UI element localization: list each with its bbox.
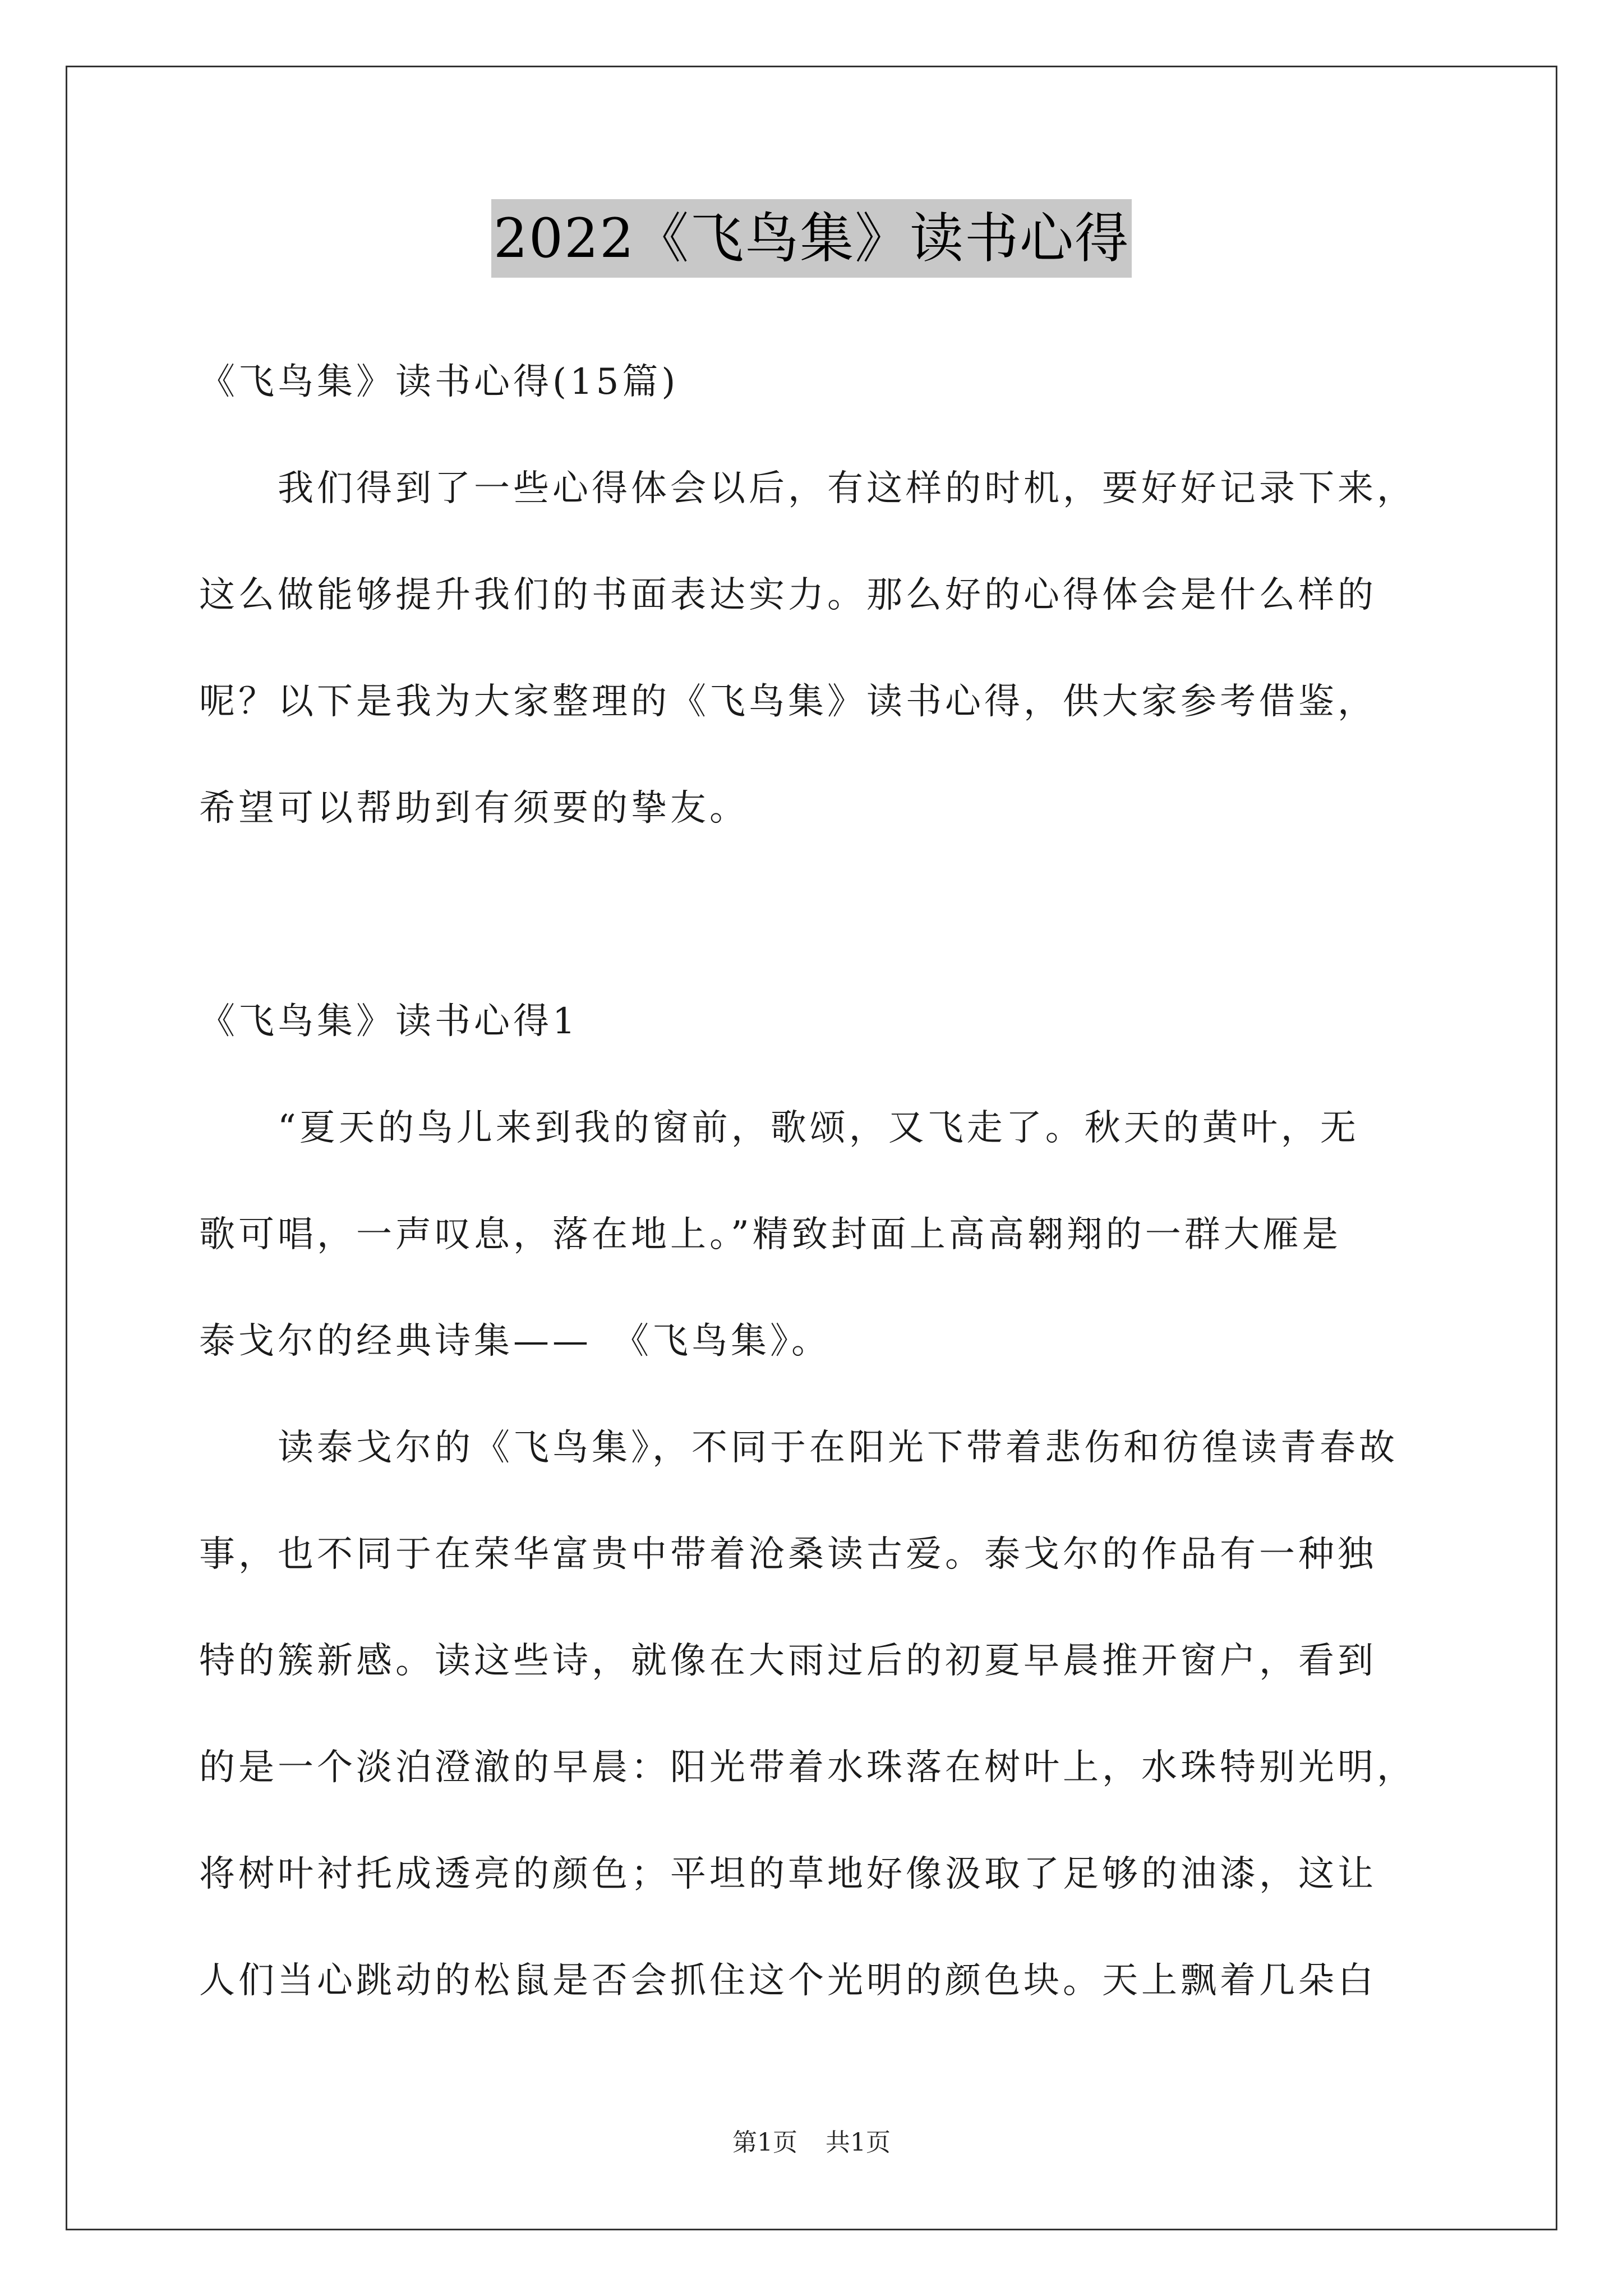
paragraph-line: 歌可唱，一声叹息，落在地上。”精致封面上高高翱翔的一群大雁是 — [199, 1214, 1341, 1255]
paragraph-line: 读泰戈尔的《飞鸟集》，不同于在阳光下带着悲伤和彷徨读青春故 — [199, 1427, 1398, 1469]
page-total: 共1页 — [826, 2128, 891, 2157]
paragraph-line: 人们当心跳动的松鼠是否会抓住这个光明的颜色块。天上飘着几朵白 — [199, 1960, 1377, 2001]
paragraph-line: 将树叶衬托成透亮的颜色；平坦的草地好像汲取了足够的油漆，这让 — [199, 1853, 1377, 1895]
paragraph-line: 我们得到了一些心得体会以后，有这样的时机，要好好记录下来， — [199, 468, 1416, 509]
page-footer — [0, 2126, 1623, 2160]
paragraph-line: 的是一个淡泊澄澈的早晨：阳光带着水珠落在树叶上，水珠特别光明， — [199, 1747, 1416, 1788]
paragraph-line: 这么做能够提升我们的书面表达实力。那么好的心得体会是什么样的 — [199, 574, 1377, 616]
paragraph-line: 特的簇新感。读这些诗，就像在大雨过后的初夏早晨推开窗户，看到 — [199, 1640, 1377, 1682]
subtitle-line: 《飞鸟集》读书心得(15篇) — [199, 361, 679, 403]
title-container — [0, 199, 1623, 278]
paragraph-line: 呢？以下是我为大家整理的《飞鸟集》读书心得，供大家参考借鉴， — [199, 681, 1377, 723]
page-number: 第1页 — [732, 2128, 797, 2157]
paragraph-line: 事，也不同于在荣华富贵中带着沧桑读古爱。泰戈尔的作品有一种独 — [199, 1534, 1377, 1575]
paragraph-line: “夏天的鸟儿来到我的窗前，歌颂，又飞走了。秋天的黄叶，无 — [199, 1107, 1359, 1149]
document-title: 2022《飞鸟集》读书心得 — [491, 199, 1132, 278]
section-heading: 《飞鸟集》读书心得1 — [199, 1001, 579, 1042]
paragraph-line: 希望可以帮助到有须要的挚友。 — [199, 788, 749, 829]
paragraph-line: 泰戈尔的经典诗集—— 《飞鸟集》。 — [199, 1320, 831, 1362]
